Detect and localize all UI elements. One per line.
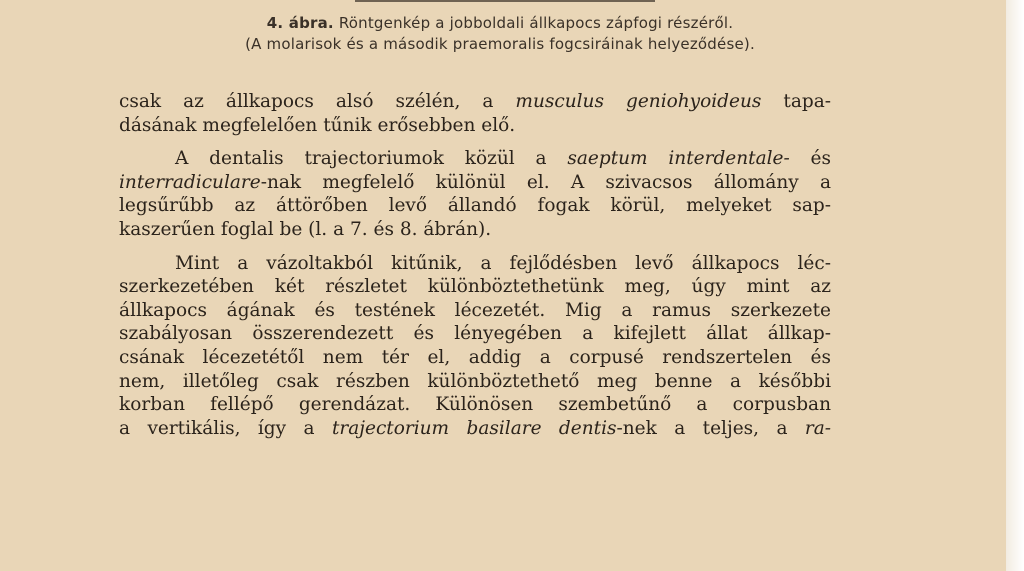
text-run: nem, illetőleg csak részben különböztethető meg benne a későbbi: [119, 370, 831, 392]
text-line: [119, 147, 831, 171]
text-run: állkapocs ágának és testének lécezetét. Mig a ramus szerkezete: [119, 299, 831, 321]
text-run: legsűrűbb az áttörőben levő állandó fogak körül, melyeket sap-: [119, 195, 831, 217]
text-run: -nek a teljes, a: [616, 417, 805, 439]
paragraph-gap: [119, 137, 831, 147]
figure-bottom-rule: [355, 0, 655, 2]
text-line: [119, 114, 831, 138]
text-line: [119, 90, 831, 114]
paragraph-gap: [119, 242, 831, 252]
figure-label: 4. ábra.: [266, 14, 334, 32]
text-line: [119, 417, 831, 441]
caption-line-1: [120, 13, 880, 34]
italic-term: saeptum interdentale-: [567, 148, 790, 170]
text-line: [119, 218, 831, 242]
text-line: [119, 370, 831, 394]
text-line: [119, 194, 831, 218]
text-line: [119, 275, 831, 299]
text-run: csak az állkapocs alsó szélén, a: [119, 91, 516, 112]
text-run: csának lécezetétől nem tér el, addig a corpusé rendszertelen és: [119, 346, 831, 368]
italic-term: musculus geniohyoideus: [515, 91, 762, 112]
scan-margin: [1006, 0, 1024, 571]
text-run: -nak megfelelő különül el. A szivacsos állomány a: [260, 171, 831, 193]
text-run: szerkezetében két részletet különböztethetünk meg, úgy mint az: [119, 276, 831, 298]
text-line: [119, 393, 831, 417]
text-run: szabályosan összerendezett és lényegében a kifejlett állat állkap-: [119, 323, 831, 345]
text-run: tapa-: [761, 91, 831, 112]
caption-line-1-text: Röntgenkép a jobboldali állkapocs zápfogi részéről.: [338, 14, 734, 32]
text-line: [119, 171, 831, 195]
text-run: Mint a vázoltakból kitűnik, a fejlődésben levő állkapocs léc-: [175, 252, 831, 274]
caption-line-2: (A molarisok és a második praemoralis fogcsiráinak helyeződése).: [245, 35, 755, 53]
italic-term: interradiculare: [119, 171, 261, 193]
text-run: korban fellépő gerendázat. Különösen szembetűnő a corpusban: [119, 394, 831, 416]
text-line: [119, 322, 831, 346]
figure-caption: [120, 13, 880, 55]
text-line: [119, 299, 831, 323]
italic-term: ra-: [804, 417, 832, 439]
body-text: [119, 90, 831, 440]
text-line: [119, 346, 831, 370]
text-run: a vertikális, így a: [119, 417, 332, 439]
text-run: kaszerűen foglal be (l. a 7. és 8. ábrán).: [119, 218, 492, 240]
italic-term: trajectorium basilare dentis: [331, 417, 617, 439]
text-line: [119, 252, 831, 276]
text-run: és: [789, 148, 832, 170]
text-run: dásának megfelelően tűnik erősebben elő.: [119, 114, 516, 136]
text-run: A dentalis trajectoriumok közül a: [175, 148, 568, 170]
